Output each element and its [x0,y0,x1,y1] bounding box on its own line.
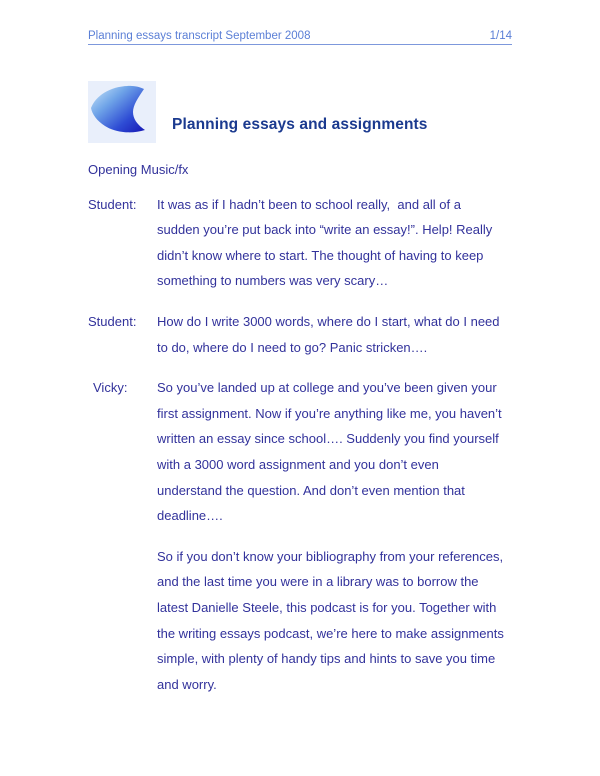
dialogue-row [88,309,512,360]
logo-swoosh-icon [88,81,156,143]
header-title: Planning essays transcript September 2008 [88,30,311,42]
document-title: Planning essays and assignments [172,116,428,133]
speaker-label: Student: [88,313,137,329]
speaker-label: Student: [88,196,137,212]
title-row [88,81,512,143]
dialogue-text: So you’ve landed up at college and you’ve been given your first assignment. Now if you’re anything like me, you haven’t written an essay since school…. Suddenly you find yourself with a 3000 word assignment and you don’t even understand the question. And don’t even mention that deadline…. [157,380,506,524]
dialogue-text: So if you don’t know your bibliography from your references, and the last time you were in a library was to borrow the latest Danielle Steele, this podcast is for you. Together with the writing essays podcast, we’re here to make assignments simple, with plenty of handy tips and hints to save you time and worry. [157,548,508,692]
page-header [88,30,512,45]
dialogue-section [88,192,512,698]
speaker-label [88,544,157,698]
stage-direction: Opening Music/fx [88,162,189,177]
page-number: 1/14 [489,30,512,42]
dialogue-text: How do I write 3000 words, where do I start, what do I need to do, where do I need to go? Panic stricken…. [157,313,504,355]
dialogue-row [88,192,512,294]
dialogue-text: It was as if I hadn’t been to school really, and all of a sudden you’re put back into “write an essay!”. Help! Really didn’t know where to start. The thought of having to keep something to numbers was very scary… [157,196,496,289]
dialogue-row [88,375,512,529]
speaker-label: Vicky: [93,380,128,396]
dialogue-row [88,544,512,698]
